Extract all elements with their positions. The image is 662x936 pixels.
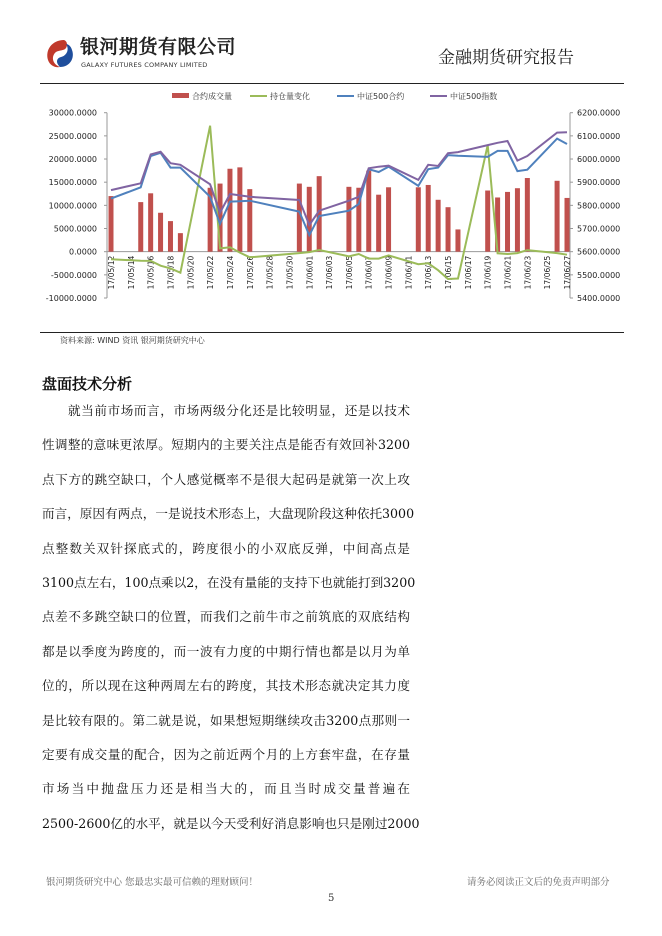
left-tick-label: 15000.0000 bbox=[48, 178, 97, 188]
x-tick-label: 17/06/11 bbox=[404, 255, 414, 290]
page-number: 5 bbox=[328, 893, 335, 904]
x-tick-label: 17/05/24 bbox=[225, 255, 235, 290]
volume-bar bbox=[426, 185, 431, 252]
x-tick-label: 17/06/19 bbox=[483, 255, 493, 290]
right-tick-label: 5700.0000 bbox=[577, 224, 621, 234]
body-line: 点差不多跳空缺口的位置，而我们之前牛市之前筑底的双底结构 bbox=[42, 609, 410, 625]
volume-bar bbox=[455, 229, 460, 251]
volume-bar bbox=[376, 195, 381, 252]
section-heading: 盘面技术分析 bbox=[42, 375, 133, 393]
right-tick-label: 5600.0000 bbox=[577, 247, 621, 257]
volume-bar bbox=[436, 200, 441, 252]
x-tick-label: 17/05/20 bbox=[186, 255, 196, 290]
left-tick-label: -10000.0000 bbox=[45, 294, 97, 303]
right-tick-label: 5900.0000 bbox=[577, 178, 621, 188]
x-tick-label: 17/06/27 bbox=[563, 255, 572, 290]
x-tick-label: 17/05/16 bbox=[146, 255, 156, 290]
volume-bar bbox=[237, 167, 242, 251]
x-tick-label: 17/05/28 bbox=[265, 255, 275, 290]
legend-label: 合约成交量 bbox=[192, 92, 232, 101]
x-tick-label: 17/06/07 bbox=[364, 255, 374, 290]
volume-bar bbox=[148, 193, 153, 251]
x-tick-label: 17/05/22 bbox=[206, 255, 216, 290]
volume-bar bbox=[485, 191, 490, 252]
x-tick-label: 17/06/17 bbox=[463, 255, 473, 290]
legend-label: 持仓量变化 bbox=[270, 92, 310, 101]
right-tick-label: 5800.0000 bbox=[577, 201, 621, 211]
x-tick-label: 17/05/26 bbox=[245, 255, 255, 290]
volume-bar bbox=[247, 189, 252, 252]
body-line: 位的，所以现在这种两周左右的跨度，其技术形态就决定其力度 bbox=[42, 678, 410, 694]
x-tick-label: 17/05/14 bbox=[126, 255, 136, 290]
volume-bar bbox=[138, 202, 143, 252]
x-tick-label: 17/05/30 bbox=[285, 255, 295, 290]
body-line: 点整数关双针探底式的，跨度很小的小双底反弹，中间高点是 bbox=[42, 540, 410, 556]
x-tick-label: 17/06/05 bbox=[344, 255, 354, 290]
volume-bar bbox=[178, 233, 183, 252]
x-tick-label: 17/05/12 bbox=[107, 255, 116, 290]
chart-legend bbox=[172, 91, 497, 101]
chart-divider bbox=[40, 332, 624, 333]
volume-bar bbox=[515, 188, 520, 251]
body-line: 性调整的意味更浓厚。短期内的主要关注点是能否有效回补3200 bbox=[42, 437, 410, 453]
x-tick-label: 17/06/09 bbox=[384, 255, 394, 290]
volume-bar bbox=[158, 213, 163, 252]
body-line: 而言，原因有两点，一是说技术形态上，大盘现阶段这种依托3000 bbox=[42, 506, 415, 522]
left-tick-label: 0.0000 bbox=[69, 247, 97, 257]
left-tick-label: -5000.0000 bbox=[50, 270, 97, 280]
body-line: 3100点左右，100点乘以2，在没有量能的支持下也就能打到3200 bbox=[42, 575, 416, 590]
x-tick-label: 17/06/03 bbox=[325, 255, 335, 290]
body-line: 是比较有限的。第二就是说，如果想短期继续攻击3200点那则一 bbox=[42, 712, 410, 728]
right-tick-label: 6100.0000 bbox=[577, 131, 621, 141]
right-tick-label: 6000.0000 bbox=[577, 155, 621, 165]
x-tick-label: 17/06/13 bbox=[424, 255, 434, 290]
volume-bar bbox=[416, 187, 421, 251]
body-line: 定要有成交量的配合，因为之前近两个月的上方套牢盘，在存量 bbox=[42, 747, 410, 762]
company-name: 银河期货有限公司 bbox=[80, 36, 237, 58]
x-tick-label: 17/05/18 bbox=[166, 255, 176, 290]
body-line: 都是以季度为跨度的，而一波有力度的中期行情也都是以月为单 bbox=[42, 643, 410, 659]
x-tick-label: 17/06/15 bbox=[444, 255, 454, 290]
body-line: 就当前市场而言，市场两级分化还是比较明显，还是以技术 bbox=[68, 403, 410, 418]
volume-bar bbox=[505, 192, 510, 252]
volume-bar bbox=[555, 181, 560, 252]
legend-swatch-volume bbox=[172, 93, 189, 98]
body-line: 市场当中抛盘压力还是相当大的，而且当时成交量普遍在 bbox=[42, 781, 410, 797]
volume-bar bbox=[446, 207, 451, 251]
x-tick-label: 17/06/21 bbox=[503, 255, 513, 290]
left-tick-label: 20000.0000 bbox=[48, 155, 97, 165]
company-name-en: GALAXY FUTURES COMPANY LIMITED bbox=[81, 61, 208, 69]
chart-source: 资料来源: WIND 资讯 银河期货研究中心 bbox=[60, 336, 205, 345]
chart bbox=[0, 0, 662, 330]
right-tick-label: 6200.0000 bbox=[577, 108, 621, 118]
left-tick-label: 25000.0000 bbox=[48, 131, 97, 141]
volume-bar bbox=[366, 171, 371, 252]
left-tick-label: 10000.0000 bbox=[48, 201, 97, 211]
x-tick-label: 17/06/23 bbox=[523, 255, 533, 290]
report-title: 金融期货研究报告 bbox=[438, 48, 574, 68]
legend-label: 中证500合约 bbox=[357, 92, 405, 101]
volume-bar bbox=[386, 187, 391, 251]
x-tick-label: 17/06/01 bbox=[305, 255, 315, 290]
right-tick-label: 5500.0000 bbox=[577, 270, 621, 280]
body-line: 点下方的跳空缺口，个人感觉概率不是很大起码是就第一次上攻 bbox=[42, 471, 410, 487]
volume-bar bbox=[346, 187, 351, 252]
volume-bar bbox=[565, 198, 570, 252]
legend-label: 中证500指数 bbox=[450, 92, 498, 101]
body-line: 2500-2600亿的水平，就是以今天受利好消息影响也只是刚过2000 bbox=[42, 815, 420, 831]
volume-bar bbox=[109, 196, 114, 252]
volume-bar bbox=[525, 178, 530, 252]
volume-bar bbox=[168, 221, 173, 252]
volume-bar bbox=[227, 169, 232, 252]
footer-right: 请务必阅读正文后的免责声明部分 bbox=[467, 877, 610, 888]
left-tick-label: 30000.0000 bbox=[48, 108, 97, 118]
footer-left: 银河期货研究中心 您最忠实最可信赖的理财顾问！ bbox=[46, 877, 259, 888]
x-tick-label: 17/06/25 bbox=[543, 255, 553, 290]
right-tick-label: 5400.0000 bbox=[577, 294, 621, 303]
left-tick-label: 5000.0000 bbox=[53, 224, 97, 234]
